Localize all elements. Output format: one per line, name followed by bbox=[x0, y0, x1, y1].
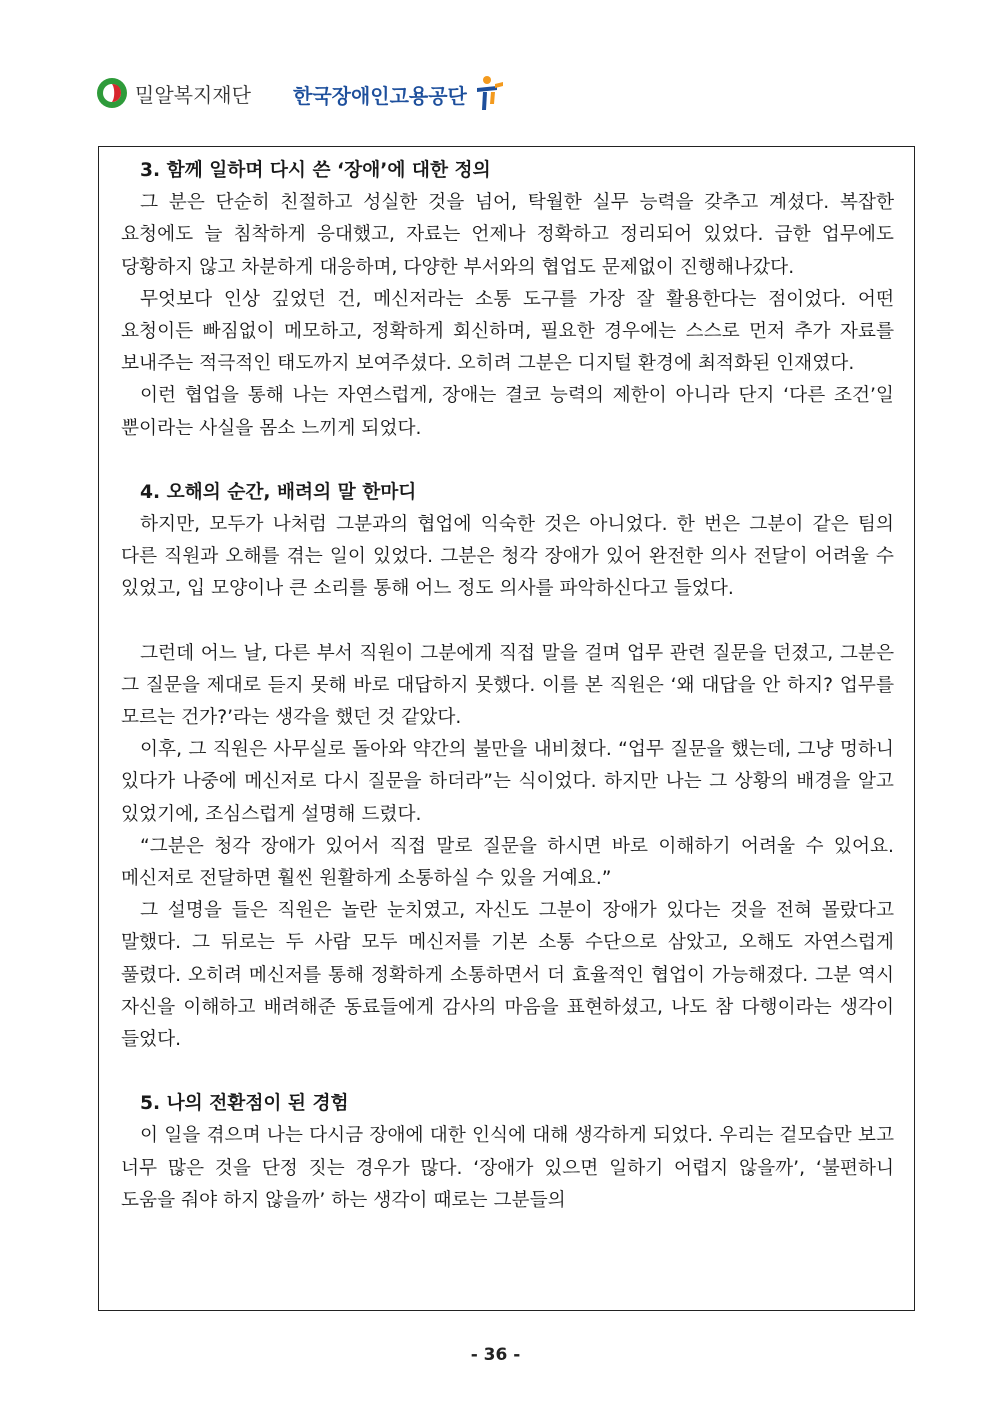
milal-foundation-logo bbox=[95, 76, 251, 110]
spacer bbox=[121, 445, 894, 477]
kead-logo bbox=[293, 74, 507, 114]
essay-text-box bbox=[98, 146, 915, 1311]
milal-logo-text: 밀알복지재단 bbox=[135, 82, 251, 107]
section-3-paragraph-1: 그 분은 단순히 친절하고 성실한 것을 넘어, 탁월한 실무 능력을 갖추고 계셨다. 복잡한 요청에도 늘 침착하게 응대했고, 자료는 언제나 정확하고 정리되어 있었다. 급한 업무에도 당황하지 않고 차분하게 대응하며, 다양한 부서와의 협업도 문제없이 진행해나갔다. bbox=[121, 192, 894, 278]
milal-logo-icon bbox=[95, 76, 129, 110]
page-header bbox=[95, 70, 895, 114]
section-4-quote: “그분은 청각 장애가 있어서 직접 말로 질문을 하시면 바로 이해하기 어려울 수 있어요. 메신저로 전달하면 훨씬 원활하게 소통하실 수 있을 거예요.” bbox=[121, 835, 894, 890]
section-4-paragraph-5: 그 설명을 들은 직원은 놀란 눈치였고, 자신도 그분이 장애가 있다는 것을 전혀 몰랐다고 말했다. 그 뒤로는 두 사람 모두 메신저를 기본 소통 수단으로 삼았고, 오해도 자연스럽게 풀렸다. 오히려 메신저를 통해 정확하게 소통하면서 더 효율적인 협업이 가능해졌다. 그분 역시 자신을 이해하고 배려해준 동료들에게 감사의 마음을 표현하셨고, 나도 참 다행이라는 생각이 들었다. bbox=[121, 900, 894, 1051]
section-5-paragraph-1: 이 일을 겪으며 나는 다시금 장애에 대한 인식에 대해 생각하게 되었다. 우리는 겉모습만 보고 너무 많은 것을 단정 짓는 경우가 많다. ‘장애가 있으면 일하기 어렵지 않을까’, ‘불편하니 도움을 줘야 하지 않을까’ 하는 생각이 때로는 그분들의 bbox=[121, 1125, 894, 1211]
section-4-paragraph-1: 하지만, 모두가 나처럼 그분과의 협업에 익숙한 것은 아니었다. 한 번은 그분이 같은 팀의 다른 직원과 오해를 겪는 일이 있었다. 그분은 청각 장애가 있어 완전한 의사 전달이 어려울 수 있었고, 입 모양이나 큰 소리를 통해 어느 정도 의사를 파악하신다고 들었다. bbox=[121, 514, 894, 600]
essay-content bbox=[121, 155, 894, 1217]
section-4-paragraph-2: 그런데 어느 날, 다른 부서 직원이 그분에게 직접 말을 걸며 업무 관련 질문을 던졌고, 그분은 그 질문을 제대로 듣지 못해 바로 대답하지 못했다. 이를 본 직원은 ‘왜 대답을 안 하지? 업무를 모르는 건가?’라는 생각을 했던 것 같았다. bbox=[121, 642, 894, 729]
page-number: - 36 - bbox=[470, 1345, 521, 1365]
section-4-heading: 4. 오해의 순간, 배려의 말 한마디 bbox=[140, 481, 417, 503]
spacer bbox=[121, 1056, 894, 1088]
section-3-heading: 3. 함께 일하며 다시 쓴 ‘장애’에 대한 정의 bbox=[140, 160, 491, 181]
section-4-paragraph-3: 이후, 그 직원은 사무실로 돌아와 약간의 불만을 내비쳤다. “업무 질문을 했는데, 그냥 멍하니 있다가 나중에 메신저로 다시 질문을 하더라”는 식이었다. 하지만 나는 그 상황의 배경을 알고 있었기에, 조심스럽게 설명해 드렸다. bbox=[121, 739, 894, 825]
section-3-paragraph-2: 무엇보다 인상 깊었던 건, 메신저라는 소통 도구를 가장 잘 활용한다는 점이었다. 어떤 요청이든 빠짐없이 메모하고, 정확하게 회신하며, 필요한 경우에는 스스로 먼저 추가 자료를 보내주는 적극적인 태도까지 보여주셨다. 오히려 그분은 디지털 환경에 최적화된 인재였다. bbox=[121, 288, 894, 375]
section-3-paragraph-3: 이런 협업을 통해 나는 자연스럽게, 장애는 결코 능력의 제한이 아니라 단지 ‘다른 조건’일 뿐이라는 사실을 몸소 느끼게 되었다. bbox=[121, 385, 894, 439]
kead-logo-text: 한국장애인고용공단 bbox=[293, 83, 467, 108]
section-5-heading: 5. 나의 전환점이 된 경험 bbox=[140, 1093, 349, 1115]
kead-logo-icon bbox=[473, 74, 507, 114]
spacer bbox=[121, 606, 894, 638]
